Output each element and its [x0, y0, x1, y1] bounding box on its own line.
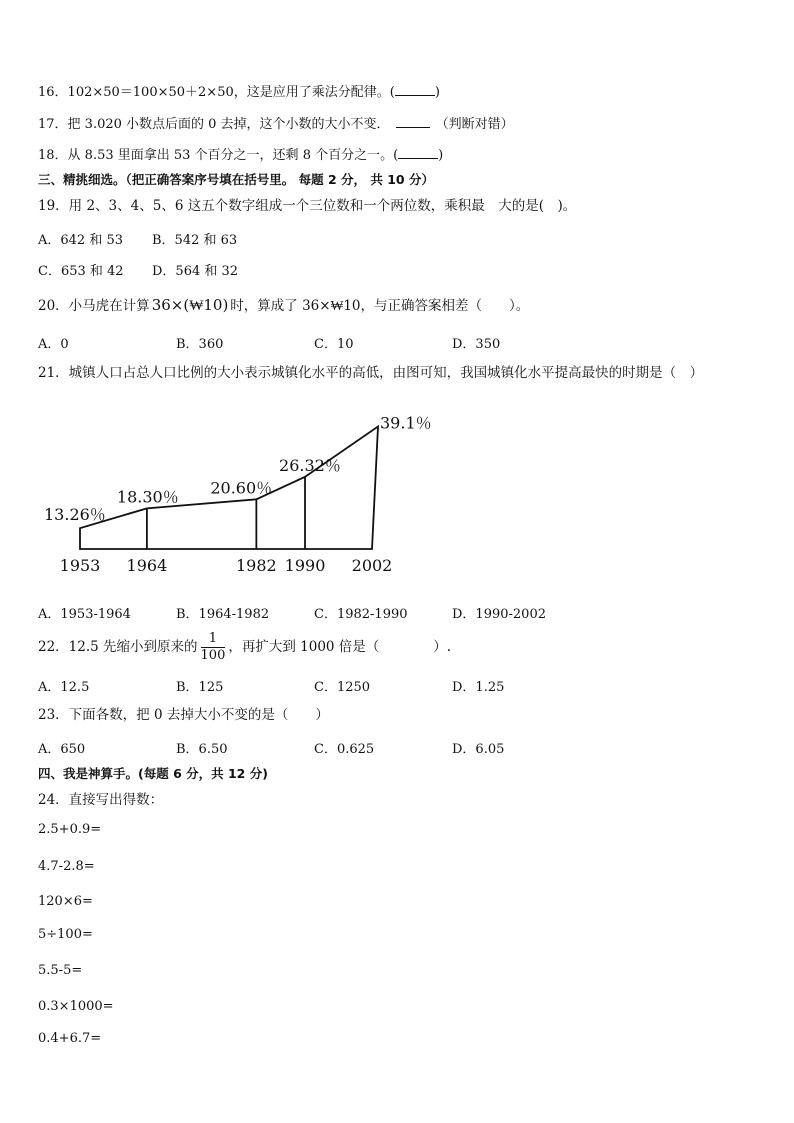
q20-text-b: 时，算成了 36×₩10，与正确答案相差（ ）。: [230, 298, 530, 314]
calc-item-6: 0.3×1000=: [38, 999, 114, 1014]
value-label-1990: 26.32％: [279, 455, 341, 475]
q22-fraction-numerator: 1: [201, 631, 226, 648]
question-21: 21．城镇人口占总人口比例的大小表示城镇化水平的高低，由图可知，我国城镇化水平提高最快的时期是（ ）: [38, 365, 704, 381]
question-16: [38, 83, 440, 102]
q22-fraction: [201, 631, 226, 664]
calc-item-1: 2.5+0.9=: [38, 822, 102, 837]
q17-blank[interactable]: [396, 115, 430, 128]
question-20: [38, 296, 529, 315]
q23-option-c[interactable]: C．0.625: [314, 742, 375, 757]
question-19: 19．用 2、3、4、5、6 这五个数字组成一个三位数和一个两位数，乘积最 大的是( )。: [38, 198, 577, 214]
question-23: 23．下面各数，把 0 去掉大小不变的是（ ）: [38, 707, 329, 723]
q21-option-c[interactable]: C．1982-1990: [314, 607, 408, 622]
year-label-1990: 1990: [284, 556, 326, 575]
calc-item-3: 120×6=: [38, 894, 93, 909]
value-label-1964: 18.30％: [116, 487, 179, 507]
q21-option-d[interactable]: D．1990-2002: [452, 607, 546, 622]
q19-option-a[interactable]: A．642 和 53: [38, 233, 124, 248]
calc-item-4: 5÷100=: [38, 927, 93, 942]
q16-blank[interactable]: [395, 83, 435, 96]
q22-option-b[interactable]: B．125: [176, 680, 224, 695]
value-label-2002: 39.1％: [380, 413, 432, 433]
q21-option-b[interactable]: B．1964-1982: [176, 607, 270, 622]
q18-text: 18．从 8.53 里面拿出 53 个百分之一，还剩 8 个百分之一。(: [38, 148, 399, 163]
year-label-1964: 1964: [126, 556, 168, 575]
question-24: 24．直接写出得数：: [38, 792, 164, 808]
value-label-1982: 20.60％: [210, 478, 273, 498]
q19-option-c[interactable]: C．653 和 42: [38, 264, 124, 279]
year-label-1953: 1953: [59, 556, 101, 575]
q22-text-a: 22．12.5 先缩小到原来的: [38, 639, 198, 655]
urbanization-chart: [38, 405, 438, 580]
q20-option-d[interactable]: D．350: [452, 337, 501, 352]
q19-option-d[interactable]: D．564 和 32: [152, 264, 239, 279]
calc-item-2: 4.7-2.8=: [38, 859, 95, 874]
q17-tail: （判断对错）: [435, 117, 514, 132]
year-label-2002: 2002: [351, 556, 393, 575]
q23-option-b[interactable]: B．6.50: [176, 742, 228, 757]
q20-option-b[interactable]: B．360: [176, 337, 224, 352]
q16-close: ): [434, 85, 440, 100]
q22-option-a[interactable]: A．12.5: [38, 680, 90, 695]
q20-option-c[interactable]: C．10: [314, 337, 354, 352]
calc-item-7: 0.4+6.7=: [38, 1031, 102, 1046]
q16-text: 16．102×50＝100×50＋2×50，这是应用了乘法分配律。(: [38, 85, 395, 100]
q22-fraction-denominator: 100: [200, 648, 226, 663]
q17-text: 17．把 3.020 小数点后面的 0 去掉，这个小数的大小不变．: [38, 117, 390, 132]
q22-option-d[interactable]: D．1.25: [452, 680, 505, 695]
question-17: [38, 115, 514, 134]
calc-item-5: 5.5-5=: [38, 963, 83, 978]
q23-option-a[interactable]: A．650: [38, 742, 86, 757]
q18-close: ): [438, 148, 444, 163]
section-3-heading: 三、精挑细选。（把正确答案序号填在括号里。 每题 2 分， 共 10 分）: [38, 172, 434, 187]
question-22: [38, 630, 451, 664]
value-label-1953: 13.26％: [44, 505, 106, 525]
section-4-heading: 四、我是神算手。(每题 6 分，共 12 分): [38, 766, 268, 781]
year-label-1982: 1982: [236, 556, 277, 575]
q20-option-a[interactable]: A．0: [38, 337, 69, 352]
q20-text-a: 20．小马虎在计算: [38, 298, 150, 314]
q18-blank[interactable]: [398, 146, 438, 159]
q21-option-a[interactable]: A．1953-1964: [38, 607, 131, 622]
q23-option-d[interactable]: D．6.05: [452, 742, 505, 757]
question-18: [38, 146, 443, 165]
q19-option-b[interactable]: B．542 和 63: [152, 233, 238, 248]
q22-option-c[interactable]: C．1250: [314, 680, 371, 695]
q22-text-b: ，再扩大到 1000 倍是（ ）.: [228, 639, 452, 655]
q20-expression: 36×(₩10): [151, 296, 229, 314]
